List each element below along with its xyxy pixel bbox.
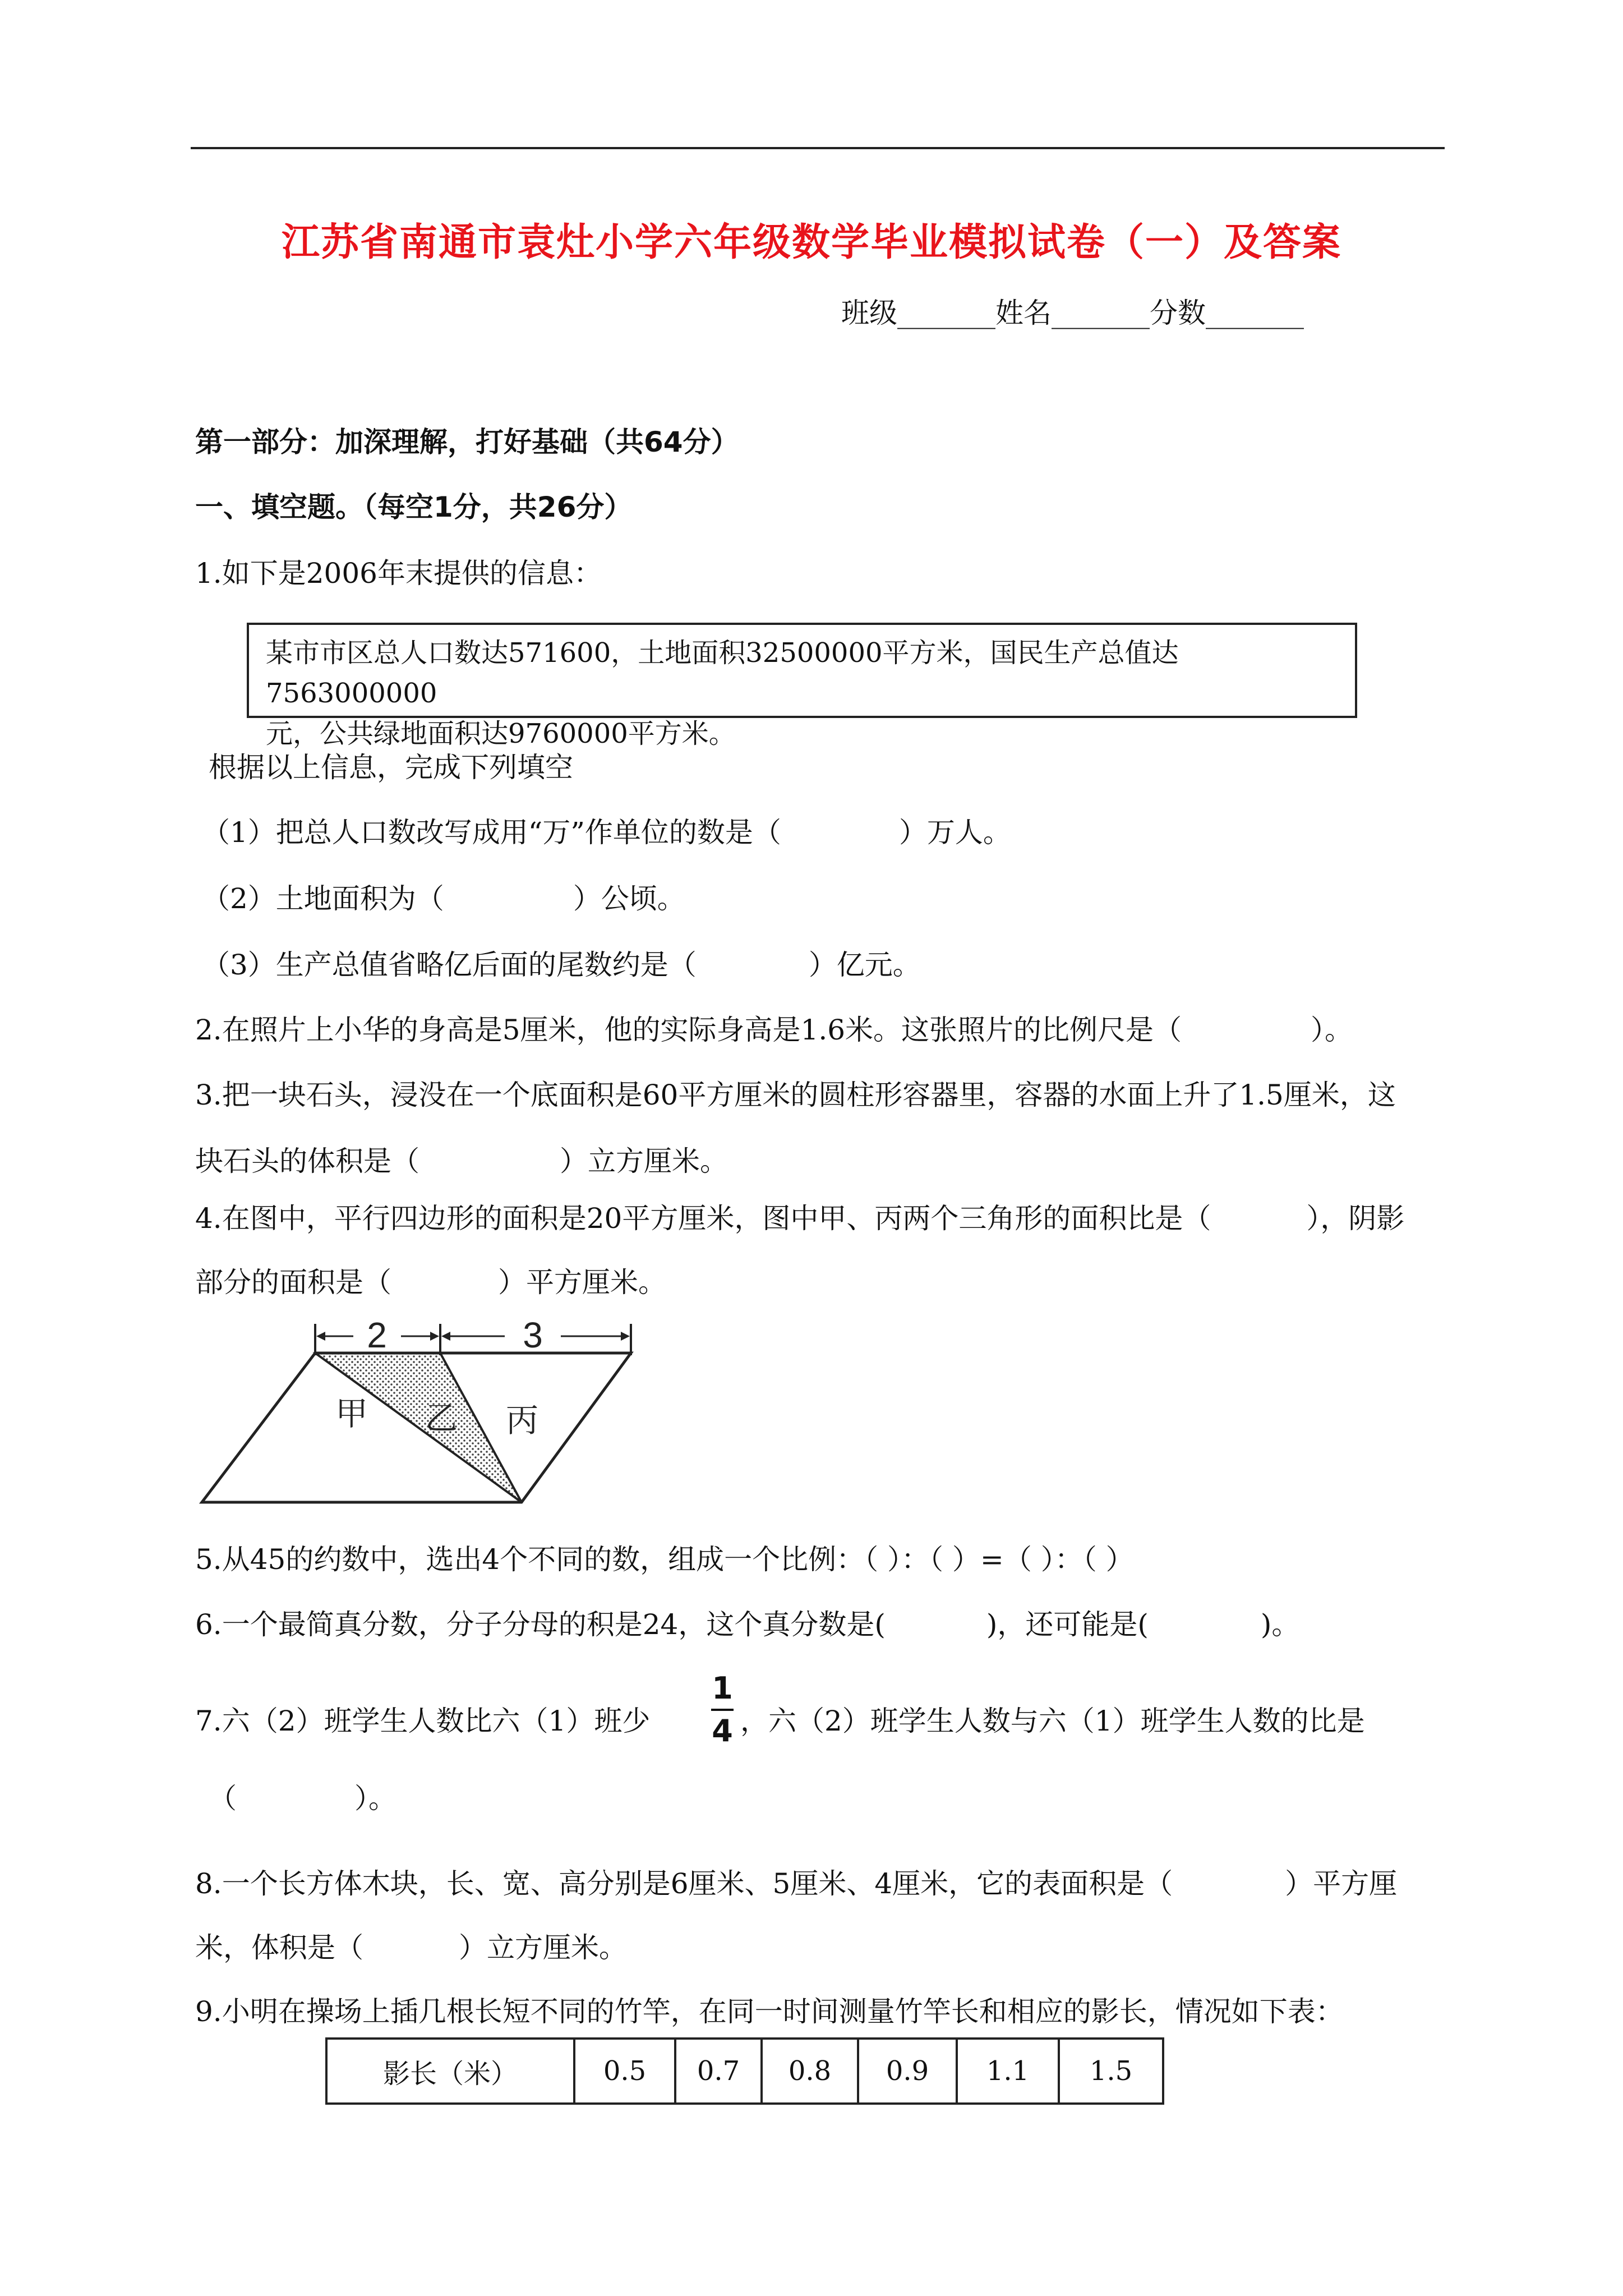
info-line-2: 元，公共绿地面积达9760000平方米。 [266,718,736,749]
question-6: 6.一个最简真分数，分子分母的积是24，这个真分数是( )，还可能是( )。 [195,1608,1300,1641]
question-9: 9.小明在操场上插几根长短不同的竹竿，在同一时间测量竹竿长和相应的影长，情况如下表： [195,1995,1344,2028]
question-1-1: （1）把总人口数改写成用“万”作单位的数是（ ）万人。 [202,816,1011,849]
table-cell: 1.1 [957,2039,1059,2104]
table-cell: 0.8 [762,2039,858,2104]
table-cell: 0.5 [574,2039,675,2104]
fraction-one-quarter [711,1671,734,1749]
info-line-1: 某市市区总人口数达571600，土地面积32500000平方米，国民生产总值达7563000000 [266,637,1179,709]
question-4-line-2: 部分的面积是（ ）平方厘米。 [195,1266,666,1299]
table-cell: 1.5 [1059,2039,1163,2104]
header-fields: 班级_______姓名_______分数_______ [841,297,1304,329]
question-3-line-1: 3.把一块石头，浸没在一个底面积是60平方厘米的圆柱形容器里，容器的水面上升了1.5厘米，这 [195,1079,1396,1111]
table-cell: 0.9 [858,2039,957,2104]
question-8-line-2: 米，体积是（ ）立方厘米。 [195,1931,627,1964]
arrow-head [430,1332,439,1341]
label-3: 3 [523,1315,543,1355]
label-jia: 甲 [335,1395,368,1433]
question-3-line-2: 块石头的体积是（ ）立方厘米。 [195,1145,728,1177]
label-2: 2 [367,1315,387,1355]
question-1-intro: 1.如下是2006年末提供的信息： [195,557,602,590]
question-7-answer: （ ）。 [209,1782,396,1815]
question-7-part-2: ，六（2）班学生人数与六（1）班学生人数的比是 [740,1705,1365,1737]
info-box [247,623,1357,749]
arrow-head [621,1332,630,1341]
label-yi: 乙 [425,1399,458,1437]
question-2: 2.在照片上小华的身高是5厘米，他的实际身高是1.6米。这张照片的比例尺是（ ）。 [195,1014,1353,1046]
table-row [326,2039,1163,2104]
question-5: 5.从45的约数中，选出4个不同的数，组成一个比例：（ ）：（ ）=（ ）：（ ） [195,1543,1134,1576]
fraction-denominator: 4 [712,1713,733,1749]
arrow-head [316,1332,325,1341]
question-1-2: （2）土地面积为（ ）公顷。 [202,882,685,915]
parallelogram-figure [191,1307,651,1537]
fraction-numerator: 1 [712,1671,733,1706]
part-heading: 第一部分：加深理解，打好基础（共64分） [195,426,739,458]
shadow-length-table [325,2037,1164,2105]
question-1-prompt: 根据以上信息，完成下列填空 [209,751,573,784]
question-7-part-1: 7.六（2）班学生人数比六（1）班少 [195,1705,651,1737]
fraction-bar [711,1709,734,1711]
question-8-line-1: 8.一个长方体木块，长、宽、高分别是6厘米、5厘米、4厘米，它的表面积是（ ）平方厘 [195,1867,1398,1900]
question-4-line-1: 4.在图中，平行四边形的面积是20平方厘米，图中甲、丙两个三角形的面积比是（ ），阴影 [195,1202,1405,1235]
header-rule [191,147,1445,149]
question-1-3: （3）生产总值省略亿后面的尾数约是（ ）亿元。 [202,949,921,981]
table-header-cell: 影长（米） [326,2039,574,2104]
page-title: 江苏省南通市袁灶小学六年级数学毕业模拟试卷（一）及答案 [281,220,1341,265]
section-heading: 一、填空题。（每空1分，共26分） [195,491,633,523]
table-cell: 0.7 [675,2039,762,2104]
arrow-head [441,1332,450,1341]
label-bing: 丙 [506,1401,539,1439]
